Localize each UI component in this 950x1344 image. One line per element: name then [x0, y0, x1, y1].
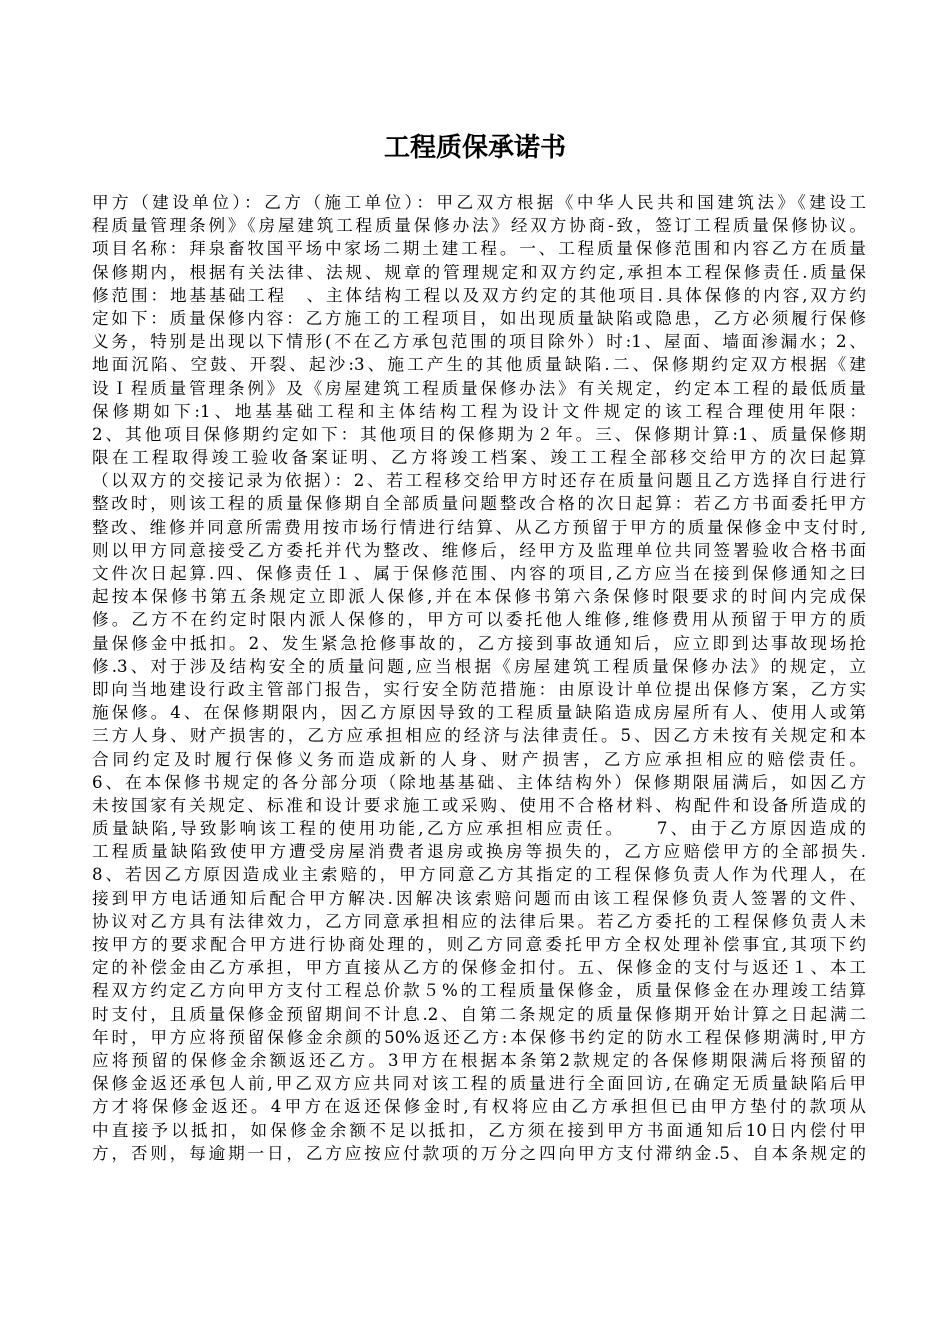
- document-line: 起按本保修书第五条规定立即派人保修,并在本保修书第六条保修时限要求的时间内完成保: [92, 587, 866, 607]
- document-line: 方才将保修金返还。4甲方在返还保修金时,有权将应由乙方承担但已由甲方垫付的款项从: [92, 1097, 866, 1117]
- document-line: 方，否则，每逾期一日，乙方应按应付款项的万分之四向甲方支付滞纳金.5、自本条规定的: [92, 1143, 866, 1163]
- document-line: 质量缺陷,导致影响该工程的使用功能,乙方应承担相应责任。 7、由于乙方原因造成的: [92, 819, 866, 839]
- document-line: 保修期内，根据有关法律、法规、规章的管理规定和双方约定,承担本工程保修责任.质量保: [92, 262, 866, 282]
- document-line: 整改时，则该工程的质量保修期自全部质量问题整改合格的次日起算：若乙方书面委托甲方: [92, 494, 866, 514]
- document-line: 甲方（建设单位）：乙方（施工单位）：甲乙双方根据《中华人民共和国建筑法》《建设工: [92, 193, 866, 212]
- document-line: 接到甲方电话通知后配合甲方解决.因解决该索赔问题而由该工程保修负责人签署的文件、: [92, 888, 866, 908]
- document-line: 修。乙方不在约定时限内派人保修的，甲方可以委托他人维修,维修费用从预留于甲方的质: [92, 610, 866, 630]
- document-line: 则以甲方同意接受乙方委托并代为整改、维修后，经甲方及监理单位共同签署验收合格书面: [92, 540, 866, 560]
- document-line: 整改、维修并同意所需费用按市场行情进行结算、从乙方预留于甲方的质量保修金中支付时,: [92, 517, 866, 537]
- document-body: [92, 191, 866, 1165]
- document-line: 应将预留的保修金余额返还乙方。3甲方在根据本条第2款规定的各保修期限满后将预留的: [92, 1050, 866, 1070]
- document-title: 工程质保承诺书: [383, 133, 566, 163]
- document-line: 三方人身、财产损害的，乙方应承担相应的经济与法律责任。5、因乙方未按有关规定和本: [92, 726, 866, 746]
- document-line: 保修期如下:1、地基基础工程和主体结构工程为设计文件规定的该工程合理使用年限：: [92, 401, 866, 421]
- document-line: 修范围：地基基础工程 、主体结构工程以及双方约定的其他项目.具体保修的内容,双方约: [92, 285, 866, 305]
- document-line: （以双方的交接记录为依据）：2、若工程移交给甲方时还存在质量问题且乙方选择自行进行: [92, 471, 866, 491]
- document-line: 工程质量缺陷致使甲方遭受房屋消费者退房或换房等损失的，乙方应赔偿甲方的全部损失.: [92, 842, 866, 862]
- document-line: 即向当地建设行政主管部门报告，实行安全防范措施：由原设计单位提出保修方案，乙方实: [92, 679, 866, 699]
- document-line: 程双方约定乙方向甲方支付工程总价款５%的工程质量保修金，质量保修金在办理竣工结算: [92, 981, 866, 1001]
- document-line: 定如下：质量保修内容：乙方施工的工程项目，如出现质量缺陷或隐患，乙方必须履行保修: [92, 308, 866, 328]
- document-line: 修.3、对于涉及结构安全的质量问题,应当根据《房屋建筑工程质量保修办法》的规定，立: [92, 656, 866, 676]
- document-line: 未按国家有关规定、标准和设计要求施工或采购、使用不合格材料、构配件和设备所造成的: [92, 795, 866, 815]
- document-line: 8、若因乙方原因造成业主索赔的，甲方同意乙方其指定的工程保修负责人作为代理人，在: [92, 865, 866, 885]
- document-line: 项目名称：拜泉畜牧国平场中家场二期土建工程。一、工程质量保修范围和内容乙方在质量: [92, 239, 866, 259]
- document-line: 程质量管理条例》《房屋建筑工程质量保修办法》经双方协商-致，签订工程质量保修协议。: [92, 216, 866, 236]
- document-line: 中直接予以抵扣，如保修金余额不足以抵扣，乙方须在接到甲方书面通知后10日内偿付甲: [92, 1120, 866, 1140]
- document-line: 施保修。4、在保修期限内，因乙方原因导致的工程质量缺陷造成房屋所有人、使用人或第: [92, 703, 866, 723]
- document-line: 协议对乙方具有法律效力，乙方同意承担相应的法律后果。若乙方委托的工程保修负责人未: [92, 911, 866, 931]
- document-line: 6、在本保修书规定的各分部分项（除地基基础、主体结构外）保修期限届满后，如因乙方: [92, 772, 866, 792]
- document-line: 保修金返还承包人前,甲乙双方应共同对该工程的质量进行全面回访,在确定无质量缺陷后甲: [92, 1074, 866, 1094]
- document-line: 量保修金中抵扣。2、发生紧急抢修事故的，乙方接到事故通知后，应立即到达事故现场抢: [92, 633, 866, 653]
- document-line: 定的补偿金由乙方承担，甲方直接从乙方的保修金扣付。五、保修金的支付与返还１、本工: [92, 958, 866, 978]
- document-line: 地面沉陷、空鼓、开裂、起沙:3、施工产生的其他质量缺陷.二、保修期约定双方根据《建: [92, 355, 866, 375]
- document-line: 年时，甲方应将预留保修金余颜的50%返还乙方:本保修书约定的防水工程保修期满时,甲方: [92, 1027, 866, 1047]
- document-line: 义务，特别是出现以下情形(不在乙方承包范围的项目除外）时:1、屋面、墙面渗漏水；2、: [92, 332, 866, 352]
- document-line: 时支付，且质量保修金预留期间不计息.2、自第二条规定的质量保修期开始计算之日起满二: [92, 1004, 866, 1024]
- document-line: 按甲方的要求配合甲方进行协商处理的，则乙方同意委托甲方全权处理补偿事宜,其项下约: [92, 935, 866, 954]
- document-line: 合同约定及时履行保修义务而造成新的人身、财产损害，乙方应承担相应的赔偿责任。: [92, 749, 866, 769]
- document-line: 设Ｉ程质量管理条例》及《房屋建筑工程质量保修办法》有关规定，约定本工程的最低质量: [92, 378, 866, 398]
- document-line: 2、其他项目保修期约定如下：其他项目的保修期为２年。三、保修期计算:1、质量保修期: [92, 424, 866, 444]
- document-line: 文件次日起算.四、保修责任１、属于保修范围、内容的项目,乙方应当在接到保修通知之曰: [92, 564, 866, 583]
- document-line: 限在工程取得竣工验收备案证明、乙方将竣工档案、竣工工程全部移交给甲方的次曰起算: [92, 448, 866, 468]
